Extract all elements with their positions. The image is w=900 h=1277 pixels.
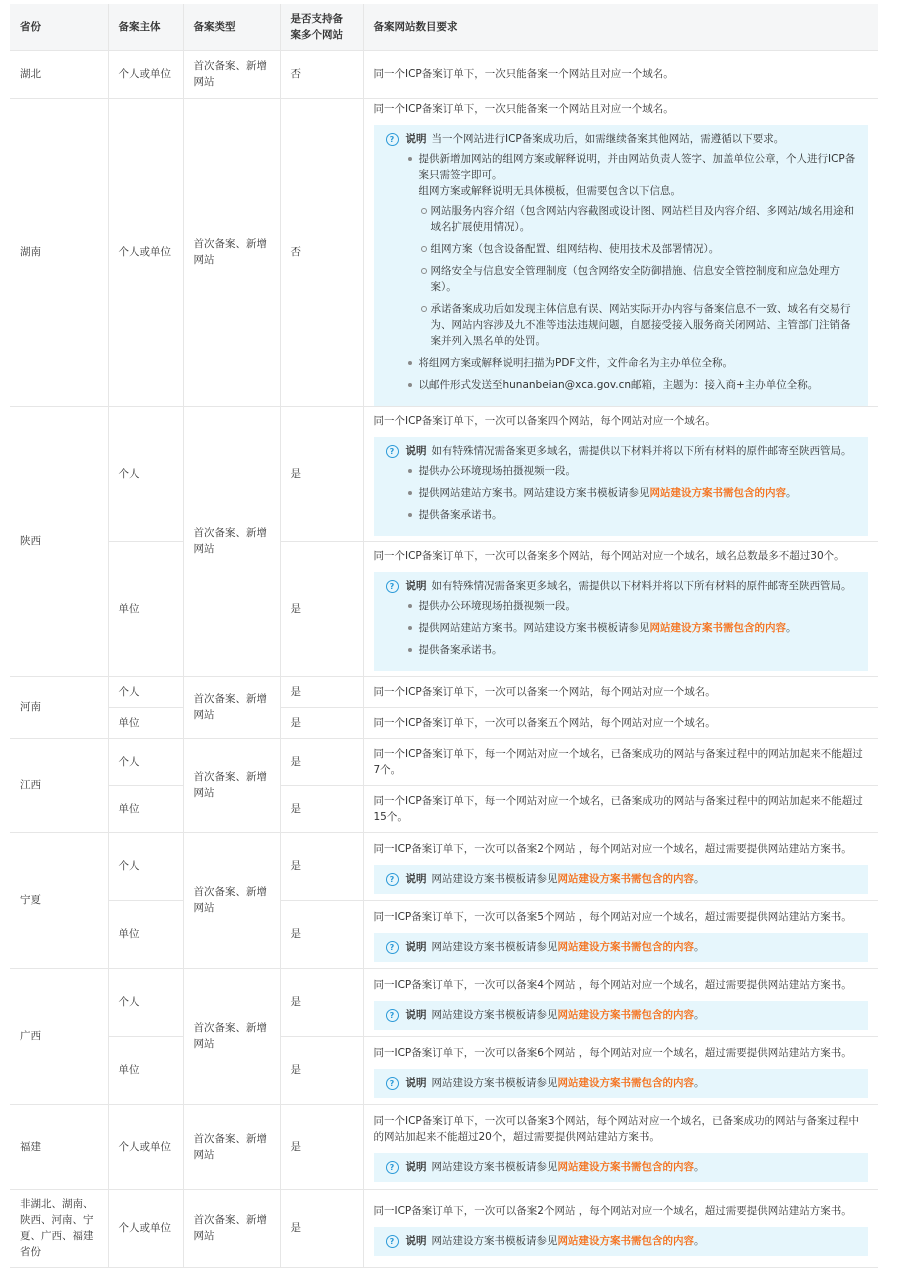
province-cell: 河南 bbox=[10, 676, 108, 738]
note-label: 说明 bbox=[405, 940, 427, 953]
type-cell: 首次备案、新增网站 bbox=[183, 676, 280, 738]
template-link[interactable]: 网站建设方案书需包含的内容 bbox=[557, 872, 694, 885]
table-row-henan-personal bbox=[10, 676, 878, 707]
requirement-text: 同一ICP备案订单下，一次可以备案2个网站 ，每个网站对应一个域名，超过需要提供网站建站方案书。 bbox=[373, 1204, 852, 1217]
multi-cell: 是 bbox=[280, 541, 363, 676]
table-row-shaanxi-personal bbox=[10, 406, 878, 541]
multi-cell: 是 bbox=[280, 738, 363, 785]
list-item: 提供网站建站方案书。网站建设方案书模板请参见网站建设方案书需包含的内容。 bbox=[419, 485, 859, 501]
requirement-text: 同一个ICP备案订单下，一次可以备案多个网站，每个网站对应一个域名，域名总数最多不超过30个。 bbox=[373, 550, 845, 562]
list-item-text: 提供网站建站方案书。网站建设方案书模板请参见 bbox=[418, 487, 650, 499]
subject-cell: 个人 bbox=[108, 832, 183, 900]
multi-cell: 是 bbox=[280, 785, 363, 832]
requirement-cell: 同一个ICP备案订单下，一次只能备案一个网站且对应一个域名。 bbox=[363, 50, 878, 98]
requirement-cell: 同一个ICP备案订单下，每一个网站对应一个域名，已备案成功的网站与备案过程中的网站加起来不能超过7个。 bbox=[363, 738, 878, 785]
note-label: 说明 bbox=[405, 580, 427, 592]
list-item: 将组网方案或解释说明扫描为PDF文件，文件命名为主办单位全称。 bbox=[419, 355, 859, 371]
multi-cell: 是 bbox=[280, 676, 363, 707]
type-cell: 首次备案、新增网站 bbox=[183, 50, 280, 98]
header-province: 省份 bbox=[10, 4, 108, 50]
question-circle-icon: ? bbox=[386, 1235, 399, 1248]
subject-cell: 个人 bbox=[108, 738, 183, 785]
requirement-cell: 同一个ICP备案订单下，一次可以备案一个网站，每个网站对应一个域名。 bbox=[363, 676, 878, 707]
list-item: 提供备案承诺书。 bbox=[419, 507, 859, 523]
note-list bbox=[419, 151, 859, 393]
requirement-cell bbox=[363, 541, 878, 676]
subject-cell: 单位 bbox=[108, 900, 183, 968]
template-link[interactable]: 网站建设方案书需包含的内容 bbox=[649, 622, 786, 634]
requirement-text: 同一个ICP备案订单下，一次可以备案3个网站，每个网站对应一个域名，已备案成功的网站与备案过程中的网站加起来不能超过20个，超过需要提供网站建站方案书。 bbox=[373, 1115, 859, 1143]
header-type: 备案类型 bbox=[183, 4, 280, 50]
question-circle-icon: ? bbox=[386, 133, 399, 146]
requirement-text: 同一ICP备案订单下，一次可以备案6个网站 ，每个网站对应一个域名，超过需要提供网站建站方案书。 bbox=[373, 1046, 852, 1059]
subject-cell: 个人或单位 bbox=[108, 1189, 183, 1267]
sub-list-item: 组网方案（包含设备配置、组网结构、使用技术及部署情况）。 bbox=[431, 241, 859, 257]
province-cell: 江西 bbox=[10, 738, 108, 832]
multi-cell: 否 bbox=[280, 98, 363, 406]
requirement-cell bbox=[363, 1104, 878, 1189]
question-circle-icon: ? bbox=[386, 873, 399, 886]
note-text: 网站建设方案书模板请参见 bbox=[431, 1076, 558, 1089]
multi-cell: 是 bbox=[280, 707, 363, 738]
note-label: 说明 bbox=[405, 1161, 427, 1173]
question-circle-icon: ? bbox=[386, 1009, 399, 1022]
note-label: 说明 bbox=[405, 1234, 427, 1247]
note-text: 网站建设方案书模板请参见 bbox=[431, 1008, 558, 1021]
table-row-henan-org bbox=[10, 707, 878, 738]
note-label: 说明 bbox=[405, 1076, 427, 1089]
note-box bbox=[374, 437, 869, 536]
question-circle-icon: ? bbox=[386, 1161, 399, 1174]
list-item-text: 提供网站建站方案书。网站建设方案书模板请参见 bbox=[418, 622, 650, 634]
table-row-ningxia-personal bbox=[10, 832, 878, 900]
subject-cell: 个人或单位 bbox=[108, 1104, 183, 1189]
header-requirement: 备案网站数目要求 bbox=[363, 4, 878, 50]
list-item: 提供备案承诺书。 bbox=[419, 642, 859, 658]
multi-cell: 是 bbox=[280, 1189, 363, 1267]
requirement-cell: 同一个ICP备案订单下，一次可以备案五个网站，每个网站对应一个域名。 bbox=[363, 707, 878, 738]
note-text: 网站建设方案书模板请参见 bbox=[431, 1161, 558, 1173]
template-link[interactable]: 网站建设方案书需包含的内容 bbox=[557, 940, 694, 953]
table-row-hubei bbox=[10, 50, 878, 98]
multi-cell: 是 bbox=[280, 832, 363, 900]
table-row-others bbox=[10, 1189, 878, 1267]
template-link[interactable]: 网站建设方案书需包含的内容 bbox=[557, 1076, 694, 1089]
note-box: ? 说明 网站建设方案书模板请参见网站建设方案书需包含的内容。 bbox=[374, 1153, 869, 1182]
note-list bbox=[419, 463, 859, 523]
type-cell: 首次备案、新增网站 bbox=[183, 968, 280, 1104]
table-row-jiangxi-personal bbox=[10, 738, 878, 785]
list-item-subtext: 组网方案或解释说明无具体模板，但需要包含以下信息。 bbox=[418, 184, 681, 197]
province-cell: 广西 bbox=[10, 968, 108, 1104]
template-link[interactable]: 网站建设方案书需包含的内容 bbox=[557, 1161, 694, 1173]
subject-cell: 个人或单位 bbox=[108, 98, 183, 406]
template-link[interactable]: 网站建设方案书需包含的内容 bbox=[649, 487, 786, 499]
requirement-text: 同一ICP备案订单下，一次可以备案2个网站 ，每个网站对应一个域名，超过需要提供网站建站方案书。 bbox=[373, 842, 852, 855]
multi-cell: 是 bbox=[280, 406, 363, 541]
list-item: 提供网站建站方案书。网站建设方案书模板请参见网站建设方案书需包含的内容。 bbox=[419, 620, 859, 636]
subject-cell: 单位 bbox=[108, 1036, 183, 1104]
note-heading: 如有特殊情况需备案更多域名，需提供以下材料并将以下所有材料的原件邮寄至陕西管局。 bbox=[431, 445, 852, 457]
header-multi: 是否支持备案多个网站 bbox=[280, 4, 363, 50]
subject-cell: 个人 bbox=[108, 968, 183, 1036]
province-cell: 宁夏 bbox=[10, 832, 108, 968]
type-cell: 首次备案、新增网站 bbox=[183, 1189, 280, 1267]
subject-cell: 单位 bbox=[108, 707, 183, 738]
subject-cell: 个人 bbox=[108, 676, 183, 707]
requirement-cell bbox=[363, 98, 878, 406]
subject-cell: 个人 bbox=[108, 406, 183, 541]
question-circle-icon: ? bbox=[386, 941, 399, 954]
sub-list-item: 网络安全与信息安全管理制度（包含网络安全防御措施、信息安全管控制度和应急处理方案）。 bbox=[431, 263, 859, 295]
province-cell: 陕西 bbox=[10, 406, 108, 676]
requirement-text: 同一个ICP备案订单下，一次只能备案一个网站且对应一个域名。 bbox=[373, 102, 674, 115]
sub-list bbox=[431, 203, 859, 349]
type-cell: 首次备案、新增网站 bbox=[183, 1104, 280, 1189]
table-row-guangxi-org bbox=[10, 1036, 878, 1104]
requirement-cell bbox=[363, 968, 878, 1036]
list-item: 提供办公环境现场拍摄视频一段。 bbox=[419, 463, 859, 479]
province-cell: 湖北 bbox=[10, 50, 108, 98]
type-cell: 首次备案、新增网站 bbox=[183, 832, 280, 968]
table-row-ningxia-org bbox=[10, 900, 878, 968]
question-circle-icon: ? bbox=[386, 580, 399, 593]
requirement-text: 同一个ICP备案订单下，一次可以备案四个网站，每个网站对应一个域名。 bbox=[373, 415, 716, 427]
note-box: ? 说明 网站建设方案书模板请参见网站建设方案书需包含的内容。 bbox=[374, 933, 869, 962]
note-text: 网站建设方案书模板请参见 bbox=[431, 872, 558, 885]
template-link[interactable]: 网站建设方案书需包含的内容 bbox=[557, 1008, 694, 1021]
question-circle-icon: ? bbox=[386, 1077, 399, 1090]
note-label: 说明 bbox=[405, 132, 427, 145]
note-box: ? 说明 网站建设方案书模板请参见网站建设方案书需包含的内容。 bbox=[374, 1069, 869, 1098]
requirement-cell: 同一个ICP备案订单下，每一个网站对应一个域名，已备案成功的网站与备案过程中的网站加起来不能超过15个。 bbox=[363, 785, 878, 832]
table-row-jiangxi-org bbox=[10, 785, 878, 832]
type-cell: 首次备案、新增网站 bbox=[183, 738, 280, 832]
province-cell: 福建 bbox=[10, 1104, 108, 1189]
note-label: 说明 bbox=[405, 1008, 427, 1021]
list-item: 以邮件形式发送至hunanbeian@xca.gov.cn邮箱，主题为：接入商+主办单位全称。 bbox=[419, 377, 859, 393]
sub-list-item: 承诺备案成功后如发现主体信息有误、网站实际开办内容与备案信息不一致、域名有交易行为、网站内容涉及九不准等违法违规问题，自愿接受接入服务商关闭网站、主管部门注销备案并列入黑名单的处罚。 bbox=[431, 301, 859, 349]
requirement-cell bbox=[363, 832, 878, 900]
note-box bbox=[374, 125, 869, 406]
multi-cell: 是 bbox=[280, 900, 363, 968]
note-box: ? 说明 网站建设方案书模板请参见网站建设方案书需包含的内容。 bbox=[374, 1001, 869, 1030]
table-row-shaanxi-org bbox=[10, 541, 878, 676]
list-item bbox=[419, 151, 859, 349]
requirement-cell bbox=[363, 900, 878, 968]
sub-list-item: 网站服务内容介绍（包含网站内容截图或设计图、网站栏目及内容介绍、多网站/域名用途和域名扩展使用情况）。 bbox=[431, 203, 859, 235]
type-cell: 首次备案、新增网站 bbox=[183, 406, 280, 676]
icp-filing-rules-table bbox=[10, 4, 878, 1268]
note-text: 网站建设方案书模板请参见 bbox=[431, 1234, 558, 1247]
multi-cell: 是 bbox=[280, 1104, 363, 1189]
multi-cell: 是 bbox=[280, 1036, 363, 1104]
subject-cell: 单位 bbox=[108, 785, 183, 832]
note-text: 网站建设方案书模板请参见 bbox=[431, 940, 558, 953]
question-circle-icon: ? bbox=[386, 445, 399, 458]
requirement-cell bbox=[363, 406, 878, 541]
note-label: 说明 bbox=[405, 872, 427, 885]
list-item-text: 提供新增加网站的组网方案或解释说明，并由网站负责人签字、加盖单位公章，个人进行ICP备案只需签字即可。 bbox=[418, 152, 856, 181]
requirement-cell bbox=[363, 1036, 878, 1104]
type-cell: 首次备案、新增网站 bbox=[183, 98, 280, 406]
note-box bbox=[374, 572, 869, 671]
table-row-hunan bbox=[10, 98, 878, 406]
requirement-text: 同一ICP备案订单下，一次可以备案4个网站 ，每个网站对应一个域名，超过需要提供网站建站方案书。 bbox=[373, 978, 852, 991]
template-link[interactable]: 网站建设方案书需包含的内容 bbox=[557, 1234, 694, 1247]
note-box: ? 说明 网站建设方案书模板请参见网站建设方案书需包含的内容。 bbox=[374, 865, 869, 894]
note-label: 说明 bbox=[405, 445, 427, 457]
list-item: 提供办公环境现场拍摄视频一段。 bbox=[419, 598, 859, 614]
province-cell: 湖南 bbox=[10, 98, 108, 406]
subject-cell: 个人或单位 bbox=[108, 50, 183, 98]
note-box: ? 说明 网站建设方案书模板请参见网站建设方案书需包含的内容。 bbox=[374, 1227, 869, 1256]
note-list bbox=[419, 598, 859, 658]
multi-cell: 是 bbox=[280, 968, 363, 1036]
note-heading: 当一个网站进行ICP备案成功后，如需继续备案其他网站，需遵循以下要求。 bbox=[431, 132, 785, 145]
table-row-guangxi-personal bbox=[10, 968, 878, 1036]
requirement-cell bbox=[363, 1189, 878, 1267]
subject-cell: 单位 bbox=[108, 541, 183, 676]
requirement-text: 同一ICP备案订单下，一次可以备案5个网站 ，每个网站对应一个域名，超过需要提供网站建站方案书。 bbox=[373, 910, 852, 923]
header-subject: 备案主体 bbox=[108, 4, 183, 50]
table-header-row bbox=[10, 4, 878, 50]
note-heading: 如有特殊情况需备案更多域名，需提供以下材料并将以下所有材料的原件邮寄至陕西管局。 bbox=[431, 580, 852, 592]
table-row-fujian bbox=[10, 1104, 878, 1189]
multi-cell: 否 bbox=[280, 50, 363, 98]
province-cell: 非湖北、湖南、陕西、河南、宁夏、广西、福建省份 bbox=[10, 1189, 108, 1267]
